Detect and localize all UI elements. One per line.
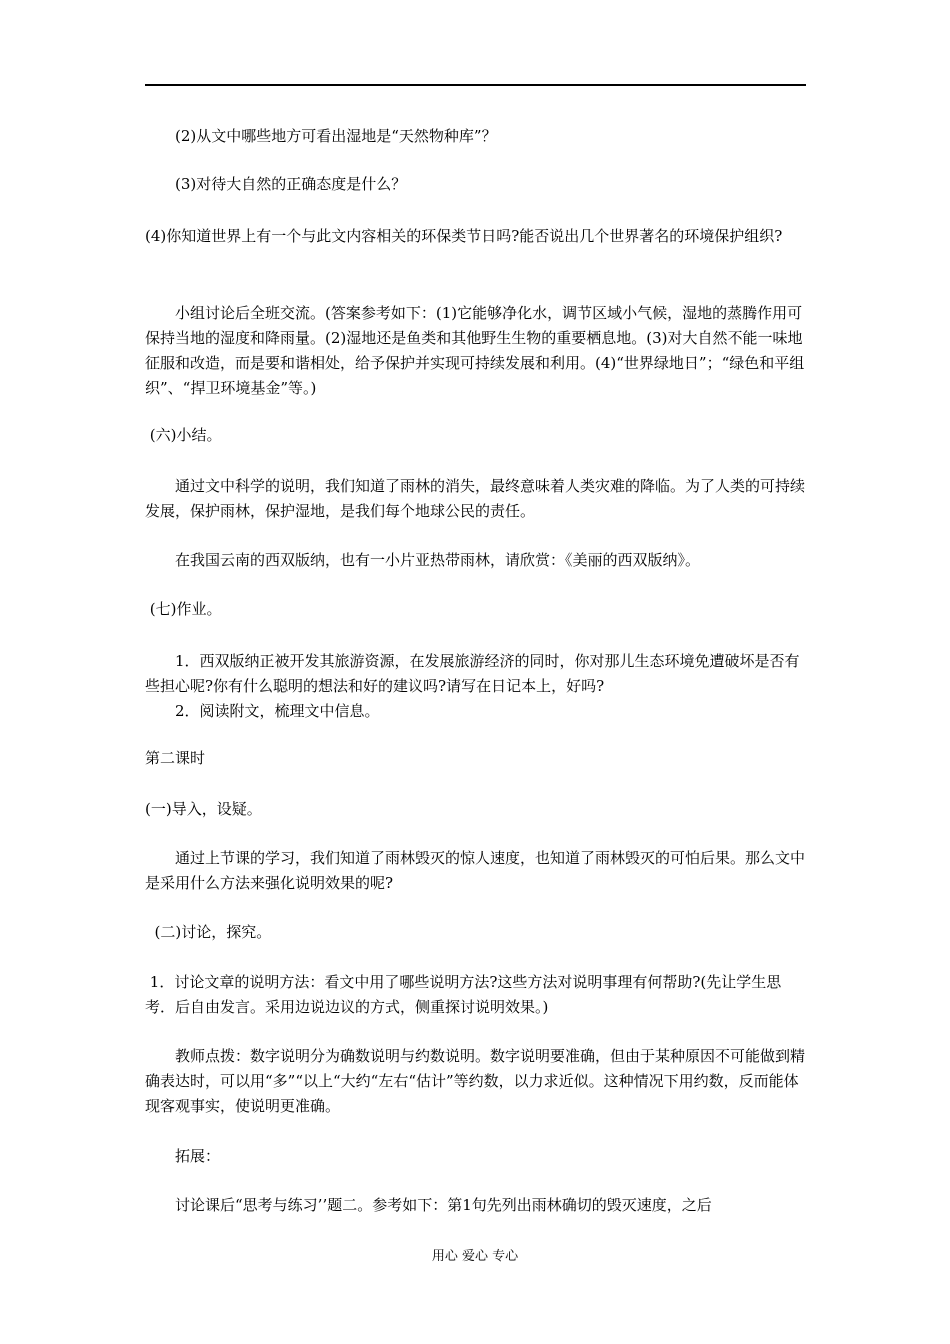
paragraph-discussion-methods: 1．讨论文章的说明方法：看文中用了哪些说明方法?这些方法对说明事理有何帮助?(先让学生思考．后自由发言。采用边说边议的方式，侧重探讨说明效果。)	[145, 973, 782, 1016]
page-footer: 用心 爱心 专心	[431, 1249, 519, 1264]
paragraph-question-2: (2)从文中哪些地方可看出湿地是“天然物种库”？	[145, 127, 497, 145]
heading-extension: 拓展：	[145, 1147, 221, 1165]
header-rule	[145, 84, 806, 86]
section-heading-summary: (六)小结。	[145, 426, 222, 444]
paragraph-question-3: (3)对待大自然的正确态度是什么？	[145, 175, 407, 193]
section-heading-homework: (七)作业。	[145, 600, 222, 618]
paragraph-homework-items: 1．西双版纳正被开发其旅游资源，在发展旅游经济的同时，你对那儿生态环境免遭破坏是否有些担心呢?你有什么聪明的想法和好的建议吗?请写在日记本上，好吗? 2．阅读附文，梳理文中信息。	[145, 652, 800, 720]
section-heading-discussion: (二)讨论，探究。	[145, 923, 272, 941]
paragraph-question-4: (4)你知道世界上有一个与此文内容相关的环保类节日吗?能否说出几个世界著名的环境保护组织?	[145, 227, 783, 245]
paragraph-extension: 讨论课后“思考与练习’’题二。参考如下：第1句先列出雨林确切的毁灭速度，之后	[145, 1196, 712, 1214]
paragraph-introduction: 通过上节课的学习，我们知道了雨林毁灭的惊人速度，也知道了雨林毁灭的可怕后果。那么文中是采用什么方法来强化说明效果的呢?	[145, 849, 806, 892]
paragraph-summary: 通过文中科学的说明，我们知道了雨林的消失，最终意味着人类灾难的降临。为了人类的可持续发展，保护雨林，保护湿地，是我们每个地球公民的责任。	[145, 477, 806, 520]
paragraph-xishuangbanna: 在我国云南的西双版纳，也有一小片亚热带雨林，请欣赏：《美丽的西双版纳》。	[145, 551, 701, 569]
paragraph-group-discussion: 小组讨论后全班交流。(答案参考如下：(1)它能够净化水，调节区域小气候，湿地的蒸腾作用可保持当地的湿度和降雨量。(2)湿地还是鱼类和其他野生生物的重要栖息地。(3)对大自然不能一味地征服和改造，而是要和谐相处，给予保护并实现可持续发展和利用。(4)“世界绿地日”；“绿色和平组织”、“捍卫环境基金”等。)	[145, 304, 805, 397]
heading-second-lesson: 第二课时	[145, 749, 206, 767]
section-heading-introduction: (一)导入，设疑。	[145, 800, 262, 818]
paragraph-teacher-guidance: 教师点拨：数字说明分为确数说明与约数说明。数字说明要准确，但由于某种原因不可能做到精确表达时，可以用“多”“以上“大约“左右“估计”等约数，以力求近似。这种情况下用约数，反而能体现客观事实，使说明更准确。	[145, 1047, 806, 1115]
